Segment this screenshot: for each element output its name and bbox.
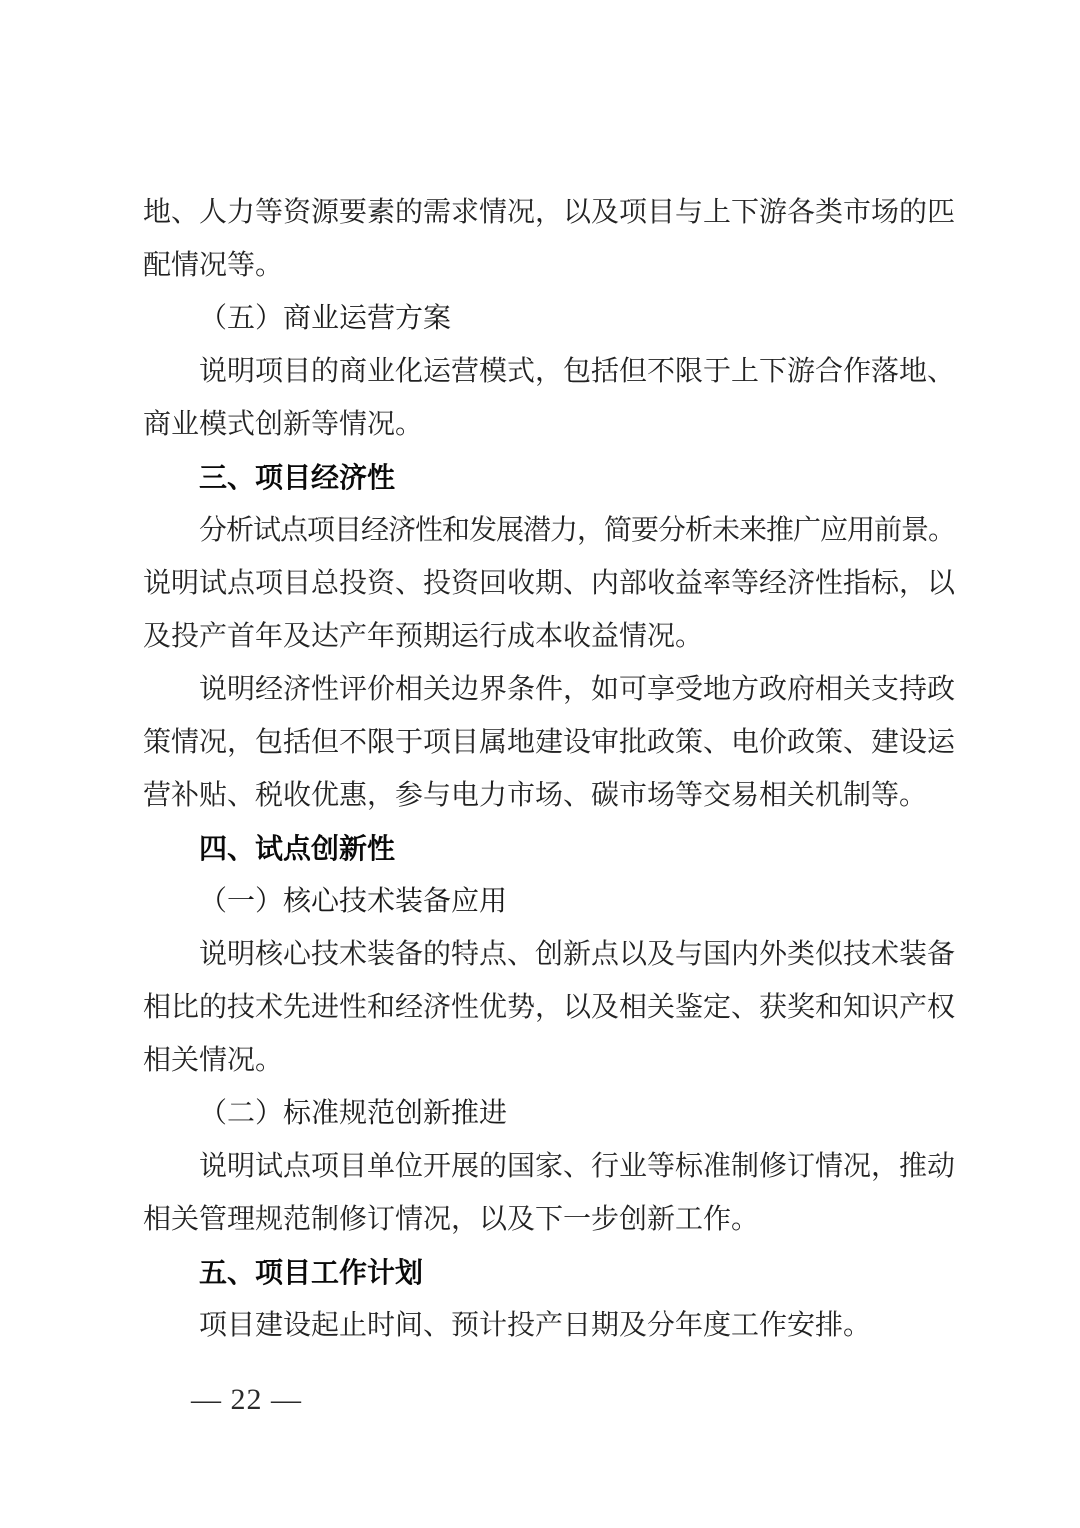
body-text-line: 项目建设起止时间、预计投产日期及分年度工作安排。: [199, 1310, 872, 1341]
section-heading: 四、试点创新性: [199, 833, 396, 864]
document-text-column: [143, 186, 955, 1352]
section-heading: 三、项目经济性: [199, 462, 396, 493]
body-text-line: 配情况等。: [143, 250, 284, 281]
body-text-line: 说明试点项目单位开展的国家、行业等标准制修订情况，推动: [199, 1151, 956, 1182]
body-text-line: 营补贴、税收优惠，参与电力市场、碳市场等交易相关机制等。: [143, 780, 928, 811]
body-text-line: 相比的技术先进性和经济性优势，以及相关鉴定、获奖和知识产权: [143, 992, 956, 1023]
body-text-line: 说明核心技术装备的特点、创新点以及与国内外类似技术装备: [199, 939, 956, 970]
subsection-heading: （二）标准规范创新推进: [199, 1098, 508, 1129]
body-text-line: 地、人力等资源要素的需求情况，以及项目与上下游各类市场的匹: [143, 197, 956, 228]
body-text-line: 分析试点项目经济性和发展潜力，简要分析未来推广应用前景。: [199, 515, 956, 546]
body-text-line: 及投产首年及达产年预期运行成本收益情况。: [143, 621, 704, 652]
body-text-line: 相关管理规范制修订情况，以及下一步创新工作。: [143, 1204, 760, 1235]
body-text-line: 策情况，包括但不限于项目属地建设审批政策、电价政策、建设运: [143, 727, 956, 758]
body-text-line: 相关情况。: [143, 1045, 284, 1076]
section-heading: 五、项目工作计划: [199, 1257, 424, 1288]
subsection-heading: （一）核心技术装备应用: [199, 886, 508, 917]
body-text-line: 说明试点项目总投资、投资回收期、内部收益率等经济性指标，以: [143, 568, 956, 599]
body-text-line: 说明经济性评价相关边界条件，如可享受地方政府相关支持政: [199, 674, 956, 705]
body-text-line: 商业模式创新等情况。: [143, 409, 424, 440]
subsection-heading: （五）商业运营方案: [199, 303, 452, 334]
body-text-line: 说明项目的商业化运营模式，包括但不限于上下游合作落地、: [199, 356, 956, 387]
page-number: — 22 —: [191, 1383, 302, 1416]
